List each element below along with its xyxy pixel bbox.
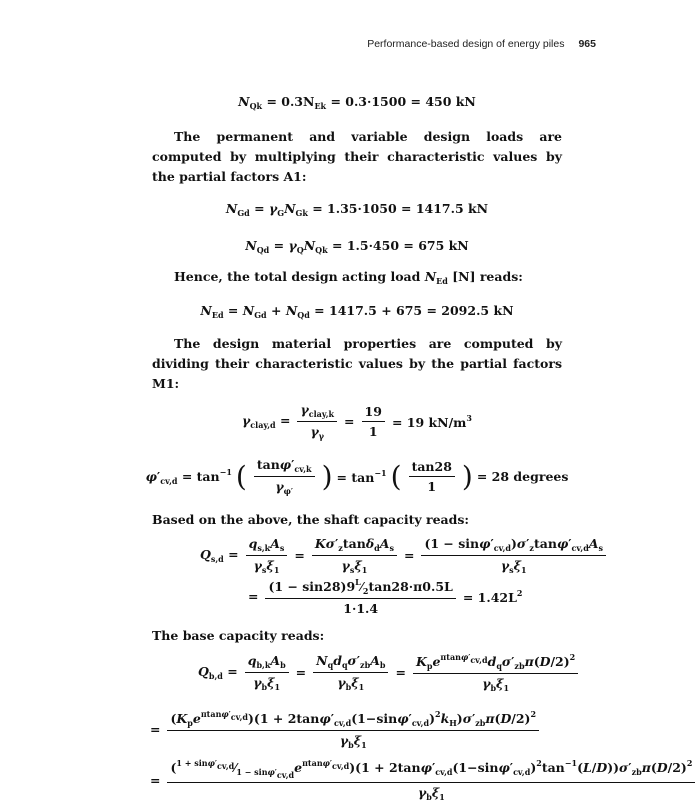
paragraph-permanent-loads: The permanent and variable design loads are computed by multiplying their characteristic values by the partial factors A1: <box>152 129 562 184</box>
equation-base-capacity: $Q_{b,d}$ = $\frac{q_{b,k}A_b}{\gamma_b\xi_1}$ = $\frac{N_qd_q\sigma'_{zb}A_b}{\gamma_b\xi_1}$ = $\frac{K_pe^{\pi tan\varphi'_{cv,d}}d_q\sigma'_{zb}\pi(D/2)^2}{\gamma_b\xi_1}$ <box>198 652 562 693</box>
equation-friction-angle: $\varphi'_{cv,d} = \tan^{-1}$ ( $\frac{\tan\varphi'_{cv,k}}{\gamma_{\varphi'}}$ ) = $\tan^{-1}$ ( $\frac{\tan 28}{1}$ ) = 28 degrees <box>145 457 569 496</box>
running-title: Performance-based design of energy piles <box>367 38 565 50</box>
paragraph-base-capacity: The base capacity reads: <box>152 628 325 643</box>
equation-ned: $N_{Ed} = N_{Gd} + N_{Qd} = 1417.5 + 675 = 2092.5$ kN <box>200 303 514 320</box>
main-text <box>145 94 693 802</box>
equation-nqd: $N_{Qd} = \gamma_QN_{Qk} = 1.5\cdot 450 = 675$ kN <box>245 238 469 255</box>
equation-shaft-capacity-value: = $\frac{(1 - \sin 28)9^L⁄_2\tan 28\cdot\pi 0.5L}{1\cdot 1.4}$ = $1.42L^2$ <box>248 577 523 616</box>
running-header <box>367 38 596 50</box>
equation-gamma-clay: $\gamma_{clay,d}$ = $\frac{\gamma_{clay,k}}{\gamma_\gamma}$ = $\frac{19}{1}$ = 19 $kN/m^3$ <box>242 402 472 441</box>
equation-base-capacity-final: = $(^{1 + sin\varphi'_{cv,d}}⁄_{1 - sin\varphi'_{cv,d}}e^{\pi tan\varphi'_{cv,d}})(1 + 2\tan\varphi'_{cv,d}(1-\sin\varphi'_{cv,d})^2\tan^{-1}(L/D))\sigma'_{zb}\pi(D/2)^2$ $\gamma_b\xi_1$ <box>150 758 562 802</box>
equation-base-capacity-expanded: = $\frac{(K_pe^{\pi tan\varphi'_{cv,d}})(1 + 2\tan\varphi'_{cv,d}(1-\sin\varphi'_{cv,d})^2k_H)\sigma'_{zb}\pi(D/2)^2}{\gamma_b\xi_1}$ <box>150 709 562 750</box>
equation-nqk: $N_{Qk} = 0.3N_{Ek} = 0.3\cdot 1500 = 450$ kN <box>238 94 476 111</box>
paragraph-total-load: Hence, the total design acting load $N_{Ed}$ [N] reads: <box>174 269 523 286</box>
equation-ngd: $N_{Gd} = \gamma_GN_{Gk} = 1.35\cdot 1050 = 1417.5$ kN <box>225 201 489 218</box>
paragraph-material-properties: The design material properties are computed by dividing their characteristic values by the partial factors M1: <box>152 336 562 391</box>
paragraph-shaft-capacity: Based on the above, the shaft capacity reads: <box>152 512 470 527</box>
page-number: 965 <box>578 38 596 50</box>
equation-shaft-capacity: $Q_{s,d}$ = $\frac{q_{s,k}A_s}{\gamma_s\xi_1}$ = $\frac{K\sigma'_z\tan\delta_dA_s}{\gamma_s\xi_1}$ = $\frac{(1 - \sin\varphi'_{cv,d})\sigma'_z\tan\varphi'_{cv,d}A_s}{\gamma_s\xi_1}$ <box>200 536 562 575</box>
